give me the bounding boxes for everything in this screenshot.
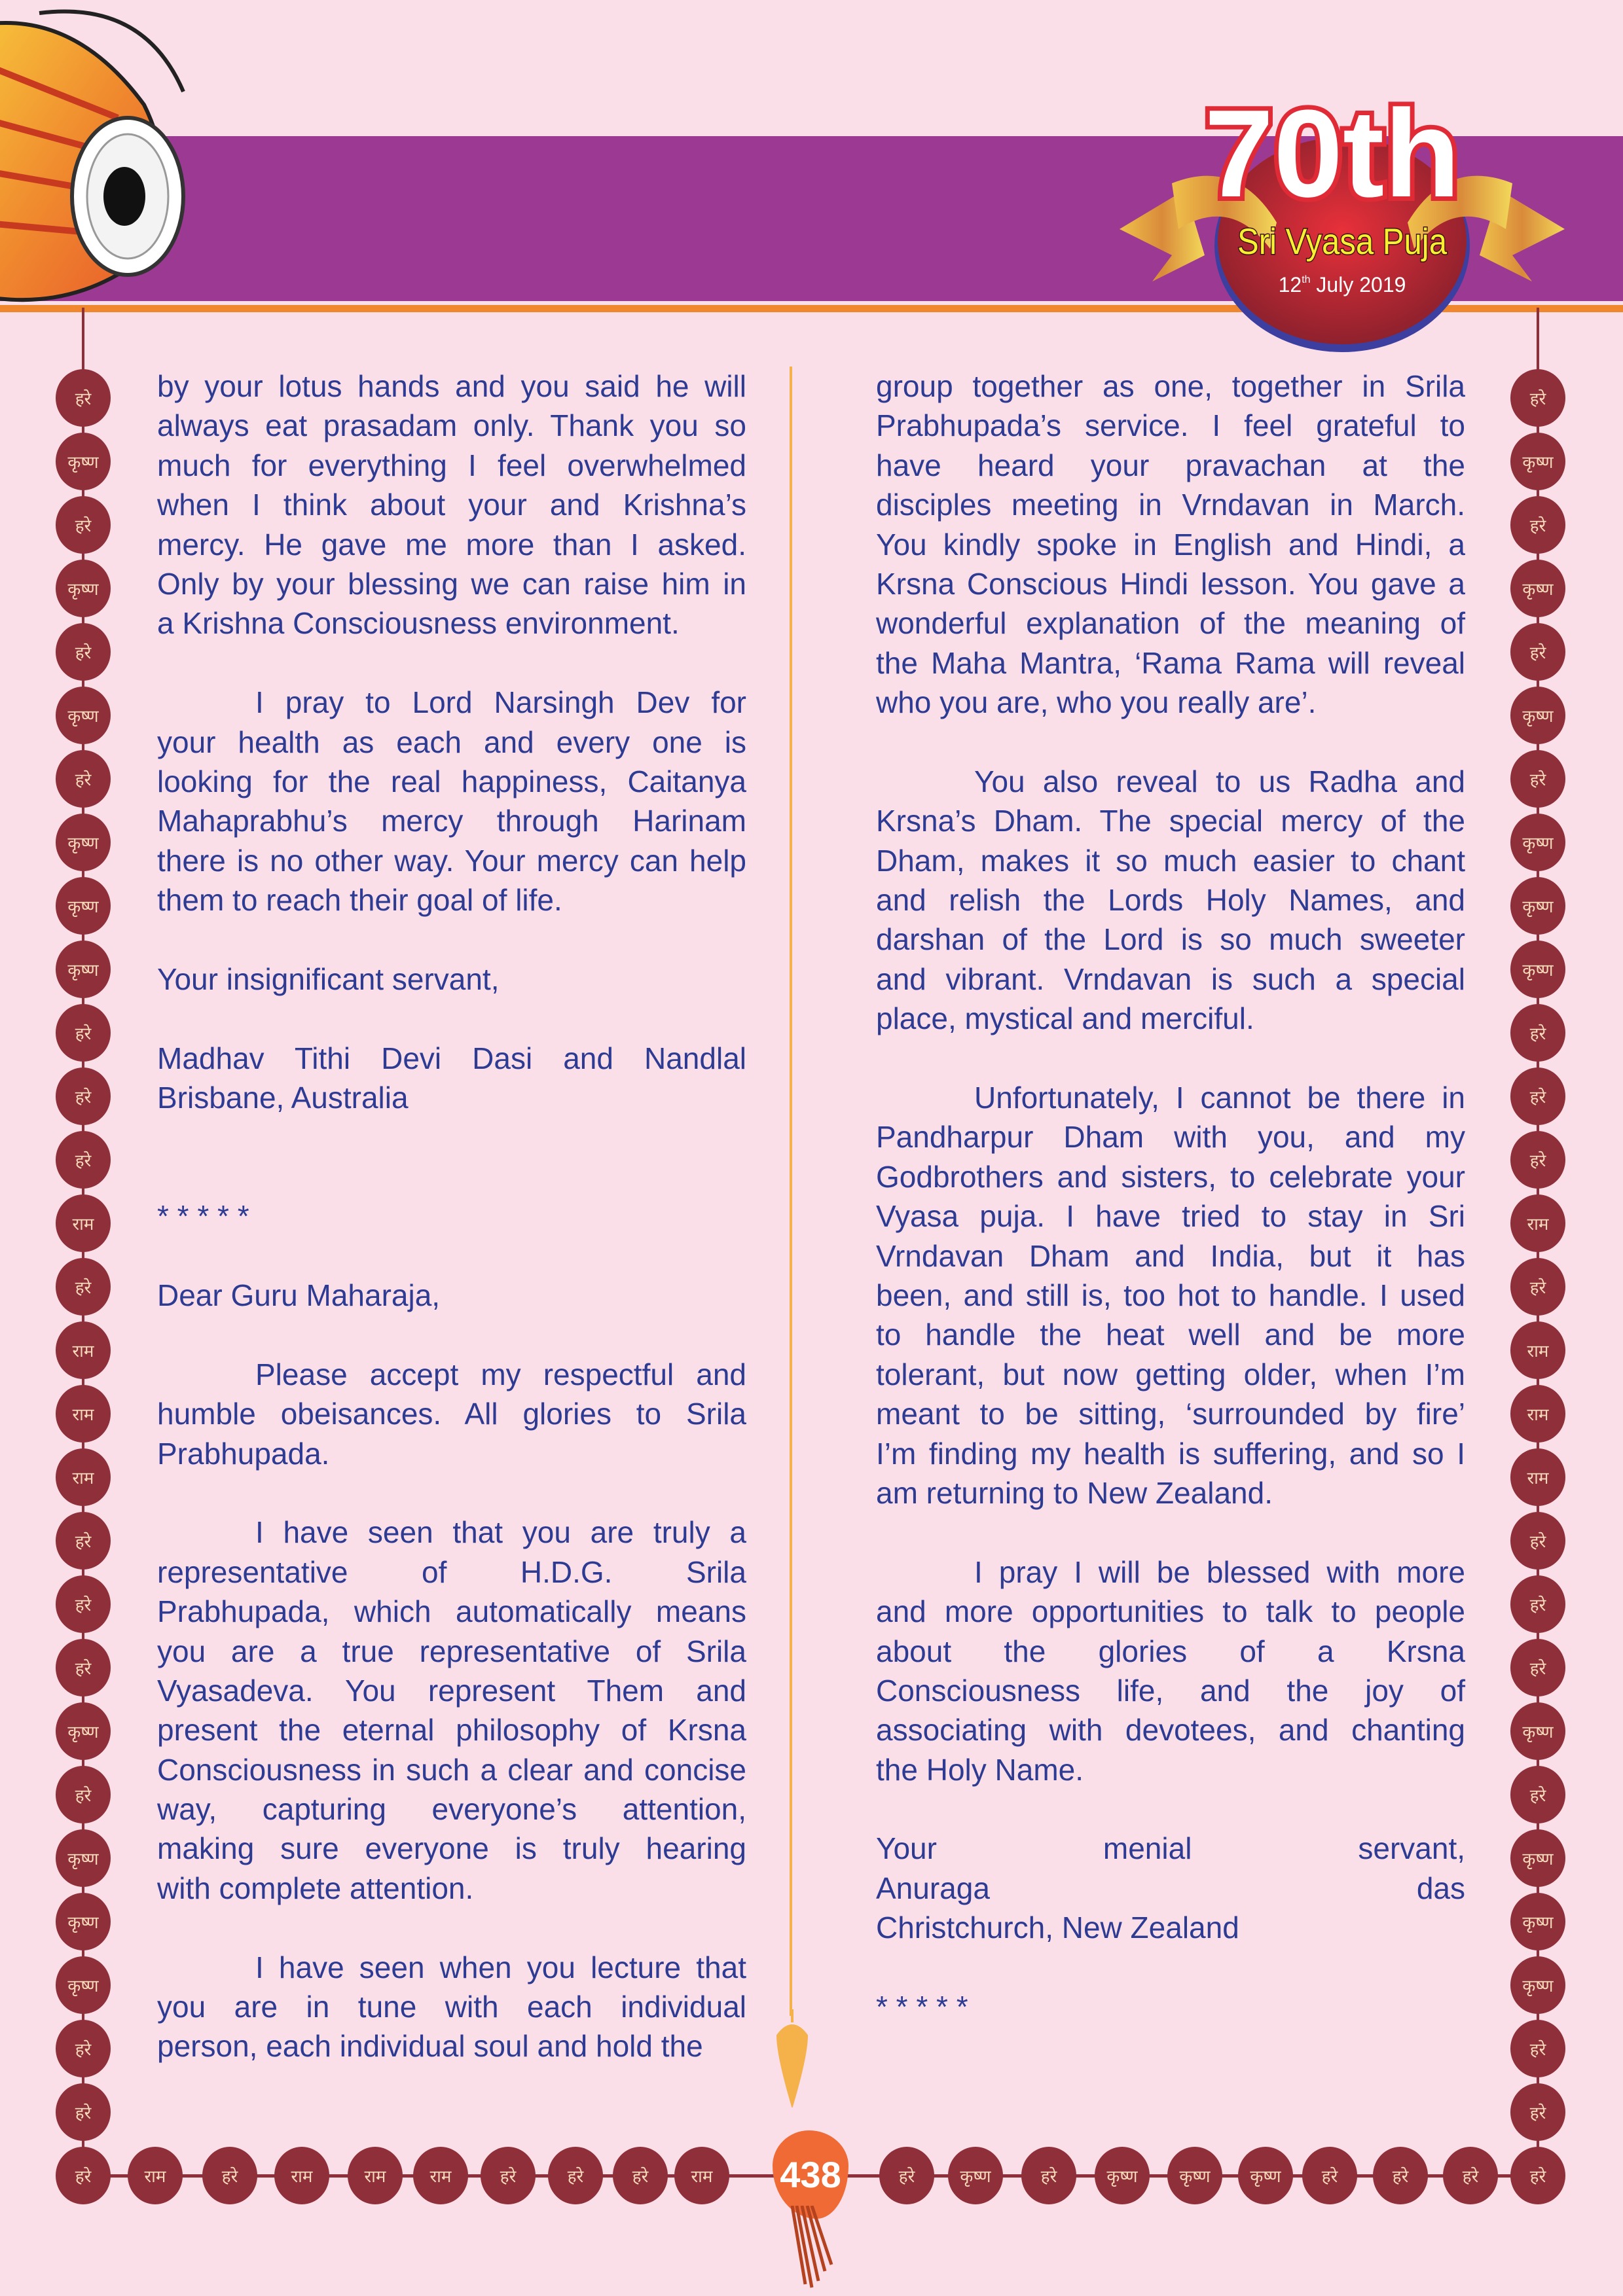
mantra-bead: कृष्ण: [56, 1893, 111, 1950]
text-line: I’m finding my health is suffering, and so I: [876, 1436, 1465, 1471]
mantra-bead: हरे: [56, 750, 111, 808]
mantra-bead: हरे: [1021, 2147, 1076, 2204]
mantra-bead: हरे: [56, 496, 111, 554]
left-text-column: [157, 367, 746, 2106]
text-line: the Holy Name.: [876, 1752, 1084, 1787]
text-line: I have seen when you lecture that: [255, 1950, 746, 1984]
mantra-bead: हरे: [1510, 369, 1565, 427]
paragraph: [876, 367, 1465, 723]
mantra-bead: राम: [56, 1448, 111, 1506]
text-line: am returning to New Zealand.: [876, 1475, 1273, 1510]
text-line: Madhav Tithi Devi Dasi and Nandlal: [157, 1041, 746, 1075]
text-line: about the glories of a Krsna: [876, 1634, 1465, 1668]
mantra-bead: हरे: [1510, 1575, 1565, 1633]
text-line: You also reveal to us Radha and: [974, 764, 1465, 798]
mantra-bead: कृष्ण: [1510, 1956, 1565, 2014]
mantra-bead: हरे: [481, 2147, 536, 2204]
text-line: tolerant, but now getting older, when I’m: [876, 1357, 1465, 1391]
mantra-bead: हरे: [56, 2020, 111, 2077]
mantra-bead: कृष्ण: [56, 687, 111, 744]
text-line: who you are, who you really are’.: [876, 685, 1317, 720]
text-line: Mahaprabhu’s mercy through Harinam: [157, 804, 746, 838]
mantra-bead: हरे: [1510, 2083, 1565, 2141]
mantra-bead: कृष्ण: [1510, 814, 1565, 871]
mantra-bead: राम: [413, 2147, 468, 2204]
mantra-bead: हरे: [56, 1575, 111, 1633]
vyasa-puja-70th-badge: [1106, 59, 1578, 360]
text-line: Consciousness in such a clear and concise: [157, 1752, 746, 1787]
mantra-bead: राम: [1510, 1448, 1565, 1506]
mantra-bead: हरे: [1510, 1512, 1565, 1570]
mantra-bead: हरे: [56, 1766, 111, 1823]
mantra-bead: कृष्ण: [56, 941, 111, 998]
mantra-bead: हरे: [56, 1512, 111, 1570]
text-line: * * * * *: [876, 1990, 968, 2024]
mantra-bead: हरे: [1510, 623, 1565, 681]
mantra-bead: कृष्ण: [56, 560, 111, 617]
text-line: present the eternal philosophy of Krsna: [157, 1713, 746, 1748]
paragraph: [157, 367, 746, 643]
text-line: group together as one, together in Srila: [876, 369, 1465, 403]
paragraph: [157, 960, 746, 999]
mantra-bead: हरे: [56, 1258, 111, 1316]
mantra-bead: राम: [56, 1385, 111, 1443]
text-line: mercy. He gave me more than I asked.: [157, 527, 746, 562]
text-line: by your lotus hands and you said he will: [157, 369, 746, 403]
mantra-bead: हरे: [56, 1004, 111, 1062]
text-line: I have seen that you are truly a: [255, 1515, 746, 1550]
mantra-bead: राम: [674, 2147, 729, 2204]
text-line: when I think about your and Krishna’s: [157, 488, 746, 522]
mantra-bead: हरे: [202, 2147, 257, 2204]
mantra-bead: कृष्ण: [56, 1956, 111, 2014]
mantra-bead: राम: [348, 2147, 403, 2204]
text-line: disciples meeting in Vrndavan in March.: [876, 488, 1465, 522]
text-line: a Krishna Consciousness environment.: [157, 606, 680, 641]
paragraph: [876, 1987, 1465, 2026]
text-line: meant to be sitting, ‘surrounded by fire’: [876, 1397, 1465, 1431]
text-line: person, each individual soul and hold the: [157, 2029, 703, 2064]
tassel-icon: [789, 2206, 835, 2291]
mantra-bead: हरे: [56, 1639, 111, 1696]
mantra-bead: हरे: [1510, 1004, 1565, 1062]
mantra-bead: हरे: [1510, 750, 1565, 808]
mantra-bead: कृष्ण: [1510, 1893, 1565, 1950]
mantra-bead: कृष्ण: [1510, 941, 1565, 998]
text-line: Dear Guru Maharaja,: [157, 1278, 441, 1312]
mantra-bead: कृष्ण: [1510, 433, 1565, 490]
mantra-bead: कृष्ण: [1510, 1829, 1565, 1887]
mantra-bead: हरे: [1510, 1766, 1565, 1823]
mantra-bead: कृष्ण: [1510, 687, 1565, 744]
mantra-bead: हरे: [613, 2147, 668, 2204]
mantra-bead: राम: [1510, 1194, 1565, 1252]
text-line: you are a true representative of Srila: [157, 1634, 746, 1668]
text-line: Brisbane, Australia: [157, 1081, 409, 1115]
text-line: there is no other way. Your mercy can help: [157, 843, 746, 878]
text-line: Your insignificant servant,: [157, 961, 500, 996]
text-line: Prabhupada.: [157, 1436, 330, 1471]
mantra-bead: हरे: [56, 2147, 111, 2204]
text-line: representative of H.D.G. Srila: [157, 1554, 746, 1589]
mantra-bead: कृष्ण: [1510, 560, 1565, 617]
text-line: Vyasadeva. You represent Them and: [157, 1673, 746, 1708]
paragraph: [876, 1078, 1465, 1513]
mantra-bead: हरे: [56, 2083, 111, 2141]
mantra-bead: राम: [56, 1194, 111, 1252]
mantra-bead: राम: [1510, 1385, 1565, 1443]
mantra-bead: हरे: [548, 2147, 603, 2204]
text-line: associating with devotees, and chanting: [876, 1713, 1465, 1748]
mantra-bead: कृष्ण: [1167, 2147, 1222, 2204]
text-line: Dham, makes it so much easier to chant: [876, 843, 1465, 878]
text-line: your health as each and every one is: [157, 725, 746, 759]
text-line: You kindly spoke in English and Hindi, a: [876, 527, 1465, 562]
text-line: the Maha Mantra, ‘Rama Rama will reveal: [876, 645, 1465, 680]
mridanga-drum-icon: [0, 0, 210, 314]
text-line: with complete attention.: [157, 1871, 474, 1905]
mantra-bead: राम: [1510, 1321, 1565, 1379]
paragraph: [876, 1552, 1465, 1789]
mantra-bead: कृष्ण: [1095, 2147, 1150, 2204]
text-line: and relish the Lords Holy Names, and: [876, 883, 1465, 918]
text-line: place, mystical and merciful.: [876, 1001, 1254, 1036]
text-line: Christchurch, New Zealand: [876, 1910, 1239, 1945]
mantra-bead: कृष्ण: [56, 877, 111, 935]
mantra-bead: कृष्ण: [948, 2147, 1003, 2204]
mantra-bead: कृष्ण: [56, 814, 111, 871]
paragraph: [876, 762, 1465, 1039]
mantra-bead: हरे: [56, 623, 111, 681]
text-line: been, and still is, too hot to handle. I used: [876, 1278, 1465, 1312]
badge-date: 12th July 2019: [1278, 273, 1406, 296]
badge-number: 70th: [1204, 84, 1461, 223]
text-line: to handle the heat well and be more: [876, 1318, 1465, 1352]
paragraph: [157, 1355, 746, 1473]
text-line: Krsna Conscious Hindi lesson. You gave a: [876, 566, 1465, 601]
mantra-bead: हरे: [1510, 1067, 1565, 1125]
text-line: darshan of the Lord is so much sweeter: [876, 922, 1465, 957]
mantra-bead: राम: [128, 2147, 183, 2204]
text-line: Prabhupada’s service. I feel grateful to: [876, 408, 1465, 443]
mantra-bead: हरे: [1510, 1258, 1565, 1316]
mantra-bead: हरे: [1510, 2147, 1565, 2204]
paragraph: [157, 1039, 746, 1118]
text-line: humble obeisances. All glories to Srila: [157, 1397, 746, 1431]
mantra-bead: हरे: [1373, 2147, 1428, 2204]
text-line: I pray to Lord Narsingh Dev for: [255, 685, 746, 720]
text-line: Vrndavan Dham and India, but it has: [876, 1238, 1465, 1273]
paragraph: [157, 1948, 746, 2066]
mantra-bead: कृष्ण: [1510, 1702, 1565, 1760]
text-line: Consciousness life, and the joy of: [876, 1673, 1465, 1708]
text-line: have heard your pravachan at the: [876, 448, 1465, 482]
text-line: always eat prasadam only. Thank you so: [157, 408, 746, 443]
text-line: Vyasa puja. I have tried to stay in Sri: [876, 1199, 1465, 1234]
mantra-bead: हरे: [1443, 2147, 1498, 2204]
mantra-bead: हरे: [56, 369, 111, 427]
text-line: looking for the real happiness, Caitanya: [157, 764, 746, 798]
text-line: and more opportunities to talk to people: [876, 1594, 1465, 1629]
mantra-bead: हरे: [1510, 496, 1565, 554]
text-line: Pandharpur Dham with you, and my: [876, 1120, 1465, 1155]
mantra-bead: हरे: [1510, 1131, 1565, 1189]
drop-ornament-icon: [773, 2009, 812, 2108]
text-line: Only by your blessing we can raise him in: [157, 566, 746, 601]
text-line: * * * * *: [157, 1199, 249, 1234]
paragraph: [157, 1276, 746, 1315]
column-divider: [790, 367, 792, 2016]
text-line: you are in tune with each individual: [157, 1990, 746, 2024]
mantra-bead: कृष्ण: [56, 1702, 111, 1760]
badge-title: Sri Vyasa Puja: [1237, 221, 1448, 262]
mantra-bead: कृष्ण: [56, 433, 111, 490]
text-line: I pray I will be blessed with more: [974, 1554, 1465, 1589]
mantra-bead: राम: [56, 1321, 111, 1379]
mantra-bead: हरे: [1510, 2020, 1565, 2077]
text-line: Prabhupada, which automatically means: [157, 1594, 746, 1629]
text-line: much for everything I feel overwhelmed: [157, 448, 746, 482]
mantra-bead: हरे: [56, 1131, 111, 1189]
paragraph: [157, 683, 746, 920]
paragraph: [157, 1196, 746, 1236]
text-line: Anuraga das: [876, 1871, 1465, 1905]
text-line: making sure everyone is truly hearing: [157, 1831, 746, 1866]
text-line: Please accept my respectful and: [255, 1357, 746, 1391]
mantra-bead: हरे: [879, 2147, 934, 2204]
mantra-bead: हरे: [1302, 2147, 1357, 2204]
text-line: Godbrothers and sisters, to celebrate your: [876, 1159, 1465, 1194]
text-line: them to reach their goal of life.: [157, 883, 562, 918]
paragraph: [876, 1829, 1465, 1947]
mantra-bead: हरे: [1510, 1639, 1565, 1696]
mantra-bead: कृष्ण: [1510, 877, 1565, 935]
mantra-bead: कृष्ण: [56, 1829, 111, 1887]
text-line: wonderful explanation of the meaning of: [876, 606, 1465, 641]
text-line: and vibrant. Vrndavan is such a special: [876, 961, 1465, 996]
mantra-bead: हरे: [56, 1067, 111, 1125]
text-line: way, capturing everyone’s attention,: [157, 1792, 746, 1827]
text-line: Your menial servant,: [876, 1831, 1465, 1866]
text-line: Unfortunately, I cannot be there in: [974, 1081, 1465, 1115]
right-text-column: [876, 367, 1465, 2066]
mantra-bead: कृष्ण: [1238, 2147, 1293, 2204]
page-number: 438: [773, 2130, 848, 2219]
paragraph: [157, 1513, 746, 1908]
mantra-bead: राम: [274, 2147, 329, 2204]
text-line: Krsna’s Dham. The special mercy of the: [876, 804, 1465, 838]
